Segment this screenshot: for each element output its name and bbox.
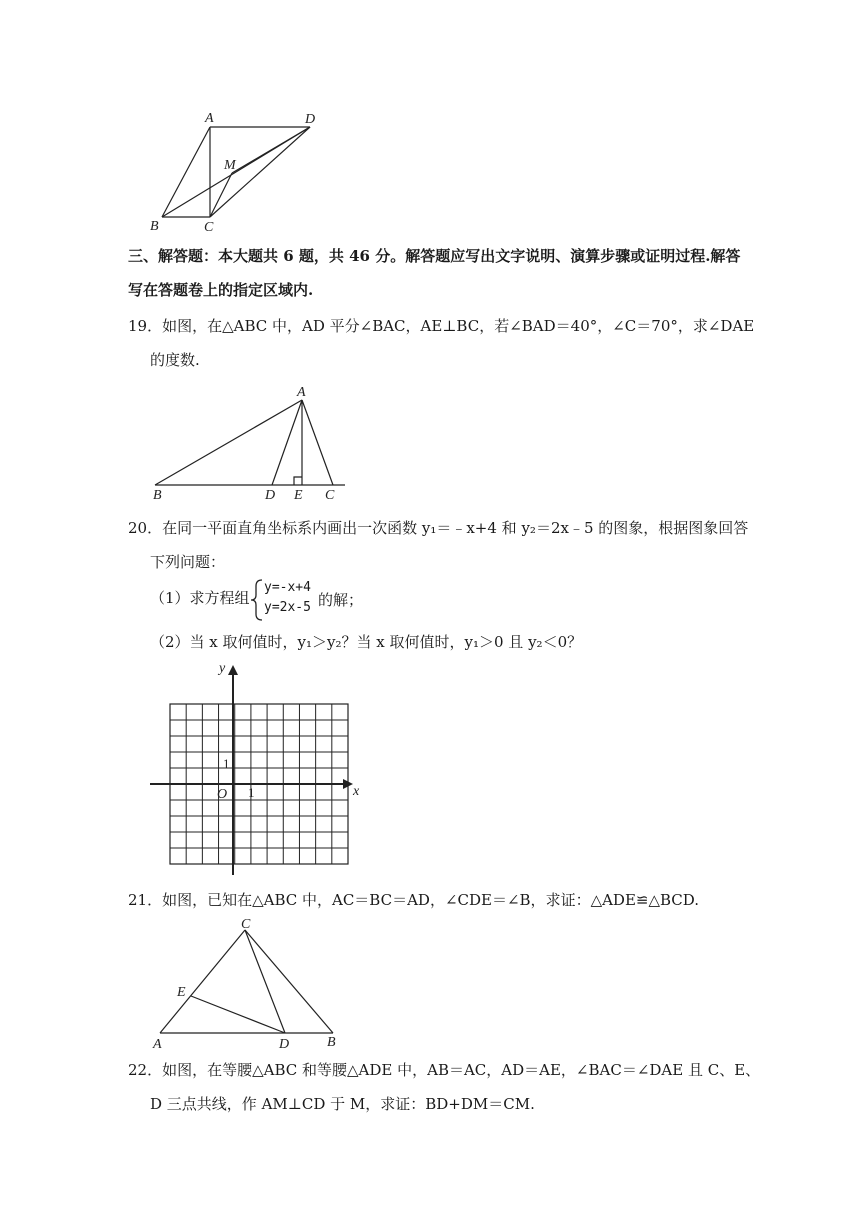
question-20-part1-suffix: 的解； — [318, 591, 364, 609]
equation-1: y=-x+4 — [264, 580, 311, 595]
label-m: M — [224, 158, 236, 173]
label-b: B — [150, 219, 159, 234]
label-d: D — [265, 488, 276, 502]
label-b: B — [327, 1035, 336, 1050]
y-axis-arrow-icon — [228, 665, 238, 675]
question-19-cont: 的度数. — [150, 351, 200, 369]
label-d: D — [279, 1037, 290, 1052]
question-19: 19．如图，在△ABC 中，AD 平分∠BAC，AE⊥BC，若∠BAD＝40°，∠C＝70°，求∠DAE — [128, 317, 755, 335]
label-c: C — [241, 917, 251, 932]
question-22: 22．如图，在等腰△ABC 和等腰△ADE 中，AB＝AC，AD＝AE，∠BAC＝∠DAE 且 C、E、 — [128, 1061, 761, 1079]
equation-system — [264, 578, 311, 618]
question-21: 21．如图，已知在△ABC 中，AC＝BC＝AD，∠CDE＝∠B，求证：△ADE≌△BCD. — [128, 891, 700, 909]
label-a: A — [297, 385, 306, 400]
x-tick-1: 1 — [248, 785, 255, 800]
question-20-cont: 下列问题： — [150, 553, 226, 571]
origin-label: O — [217, 787, 228, 802]
label-a: A — [205, 111, 214, 126]
figure-triangle-19 — [145, 382, 355, 502]
section-heading-cont: 写在答题卷上的指定区域内. — [128, 281, 314, 299]
label-a: A — [153, 1037, 162, 1052]
label-c: C — [204, 220, 214, 235]
equation-system-brace — [250, 578, 264, 622]
label-c: C — [325, 488, 335, 502]
x-axis-label: x — [353, 784, 360, 799]
equation-2: y=2x-5 — [264, 600, 311, 615]
label-e: E — [294, 488, 303, 502]
y-axis-label: y — [219, 661, 226, 676]
figure-parallelogram — [140, 105, 340, 235]
question-20-part2: （2）当 x 取何值时，y₁＞y₂？当 x 取何值时，y₁＞0 且 y₂＜0？ — [150, 633, 583, 651]
coordinate-grid — [145, 660, 375, 880]
figure-triangle-21 — [145, 912, 355, 1052]
label-e: E — [177, 985, 186, 1000]
question-22-cont: D 三点共线，作 AM⊥CD 于 M，求证：BD+DM＝CM. — [150, 1095, 535, 1113]
y-tick-1: 1 — [223, 756, 230, 771]
label-d: D — [305, 112, 316, 127]
label-b: B — [153, 488, 162, 502]
section-heading: 三、解答题：本大题共 6 题，共 46 分。解答题应写出文字说明、演算步骤或证明过程.解答 — [128, 247, 741, 265]
question-20-part1-prefix: （1）求方程组 — [150, 589, 250, 607]
question-20: 20．在同一平面直角坐标系内画出一次函数 y₁＝﹣x+4 和 y₂＝2x﹣5 的图象，根据图象回答 — [128, 519, 749, 537]
